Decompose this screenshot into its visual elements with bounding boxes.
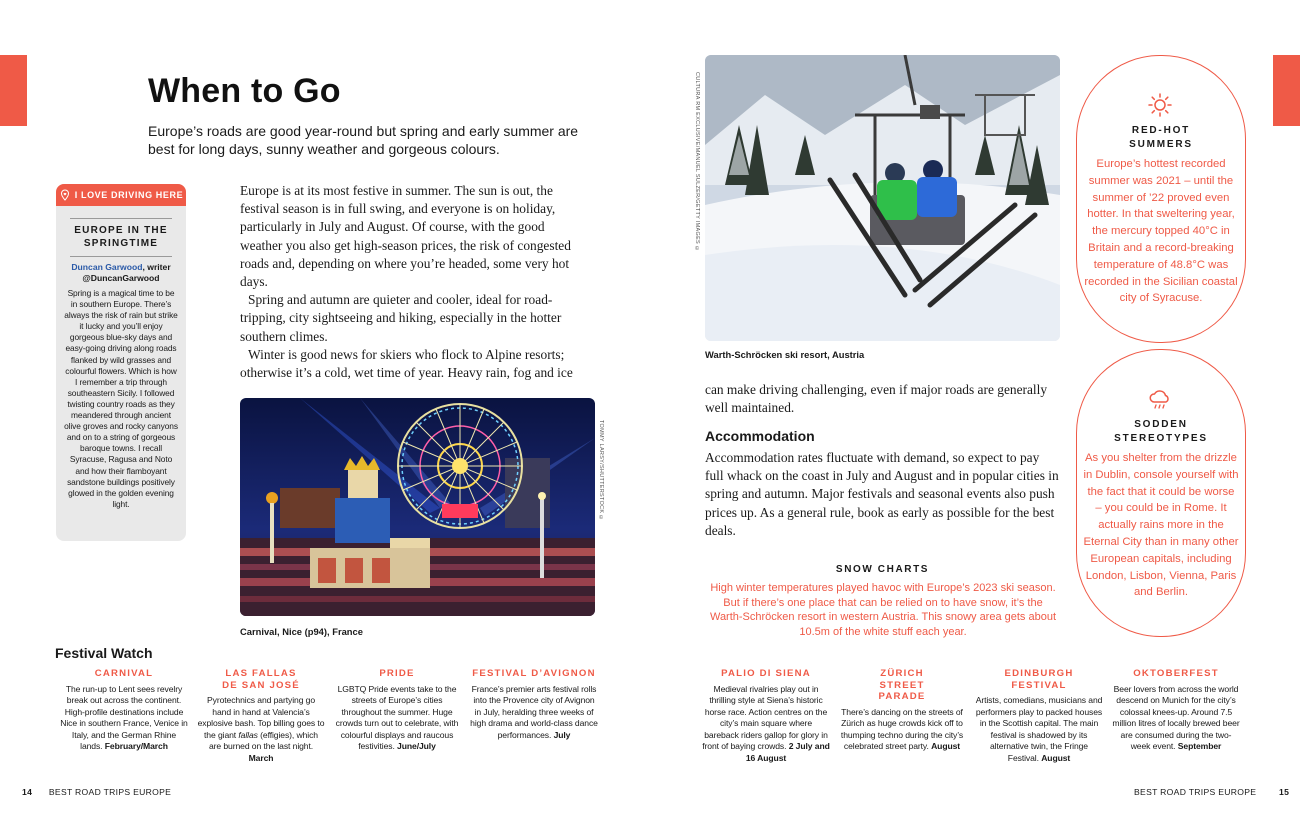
festival-zurich-street-parade — [838, 668, 966, 753]
ski-photo — [705, 55, 1060, 341]
festival-description: France’s premier arts festival rolls into the Provence city of Avignon in July, heralding three weeks of high drama and world-class dance performances. July — [470, 683, 598, 740]
festival-description: LGBTQ Pride events take to the streets of Europe’s cities throughout the summer. Huge crowds turn out to celebrate, with colourful displays and raucous festivities. June/July — [335, 683, 459, 752]
body-continued: can make driving challenging, even if major roads are generally well maintained. — [705, 382, 1048, 416]
book-title: BEST ROAD TRIPS EUROPE — [48, 787, 172, 797]
ski-photo-credit: CULTURA RM EXCLUSIVE/MANUEL SULZER/GETTY IMAGES © — [694, 72, 700, 253]
body-paragraph: Winter is good news for skiers who flock to Alpine resorts; otherwise it’s a cold, wet time of year. Heavy rain, fog and ice — [240, 346, 573, 381]
body-paragraph: Spring and autumn are quieter and cooler, ideal for road-tripping, city sightseeing and hiking, especially in the hotter southern climes. — [240, 292, 562, 344]
red-hot-summers-box — [1076, 55, 1246, 343]
festival-name: FESTIVAL D’AVIGNON — [472, 668, 596, 679]
accommodation-body: Accommodation rates fluctuate with demand, so expect to pay full whack on the coast in July and August and in popular cities in spring and autumn. Major festivals and seasonal events also push prices up. As a general rule, book as early as possible for the best deals. — [705, 450, 1059, 538]
festival-oktoberfest — [1112, 668, 1240, 753]
sidebar-body: Spring is a magical time to be in southern Europe. There’s always the risk of rain but strike it lucky and you’ll enjoy gorgeous blue-sky days and easy-going driving along roads flanked by wild grasses and colourful flowers. Which is how I remember a trip through southeastern Sicily. I followed twisting country roads as they meandered through ancient olive groves and rocky canyons and on to a string of gorgeous baroque towns. I recall Syracuse, Ragusa and Noto and how their flamboyant sandstone buildings positively glowed in the golden evening light. — [64, 288, 178, 509]
sidebar-rule-bottom — [70, 256, 172, 257]
carnival-photo-caption: Carnival, Nice (p94), France — [240, 626, 363, 637]
sidebar-heading: EUROPE IN THE SPRINGTIME — [74, 225, 168, 249]
festival-name: PRIDE — [379, 668, 415, 679]
sodden-stereotypes-box — [1076, 349, 1246, 637]
sodden-stereotypes-body: As you shelter from the drizzle in Dublin, console yourself with the fact that it could be worse – you could be in Rome. It actually rains more in the Eternal City than in many other European capitals, including London, Lisbon, Vienna, Paris and Berlin. — [1083, 452, 1239, 599]
author-name-link[interactable]: Duncan Garwood — [71, 262, 143, 272]
sidebar-tag — [56, 184, 186, 206]
red-hot-summers-heading: RED-HOT SUMMERS — [1129, 125, 1193, 150]
body-paragraph: Europe is at its most festive in summer. The sun is out, the festival season is in full swing, and everyone is on holiday, particularly in July and August. Of course, with the good weather you also get high-season prices, the risk of congested roads and, depending on where you’re headed, some very hot days. — [240, 183, 571, 290]
festival-pride — [333, 668, 461, 753]
heart-location-icon — [59, 189, 71, 201]
festival-description: Pyrotechnics and partying go hand in hand at Valencia’s explosive bash. Top billing goes to the giant fallas (effigies), which are burned on the last night. March — [197, 695, 325, 763]
festival-description: Artists, comedians, musicians and performers play to packed houses in the Scottish capital. The main festival is shadowed by its alternative twin, the Fringe Festival. August — [975, 695, 1103, 763]
festival-description: Medieval rivalries play out in thrilling style at Siena’s historic horse race. Action centres on the city’s main square where bareback riders gallop for glory in front of baying crowds. 2 July and 16 August — [702, 683, 830, 764]
festival-name: OKTOBERFEST — [1133, 668, 1219, 679]
left-folio — [22, 787, 171, 797]
ski-photo-caption: Warth-Schröcken ski resort, Austria — [705, 349, 865, 360]
red-hot-summers-body: Europe’s hottest recorded summer was 2021 – until the summer of ’22 proved even hotter. In that sweltering year, the mercury topped 40°C in Britain and a record-breaking temperature of 48.8°C was recorded in the Sicilian coastal city of Syracuse. — [1084, 158, 1238, 305]
sidebar-tag-label: I LOVE DRIVING HERE — [74, 190, 184, 200]
festival-description: Beer lovers from across the world descend on Munich for the city’s colossal knees-up. Around 7.5 million litres of locally brewed beer are consumed during the two-week event. September — [1112, 683, 1240, 752]
carnival-photo — [240, 398, 595, 616]
ski-photo-illustration — [705, 55, 1060, 341]
sun-icon — [1147, 92, 1173, 118]
festival-description: The run-up to Lent sees revelry break out across the continent. High-profile destinations include Nice in southern France, Venice in Italy, and the German Rhine lands. February/March — [60, 683, 188, 752]
festival-name: EDINBURGH FESTIVAL — [1004, 668, 1074, 691]
festival-name: ZÜRICH STREET PARADE — [878, 668, 926, 702]
author-handle: @DuncanGarwood — [82, 273, 160, 283]
festival-name: LAS FALLAS DE SAN JOSÉ — [222, 668, 300, 691]
carnival-photo-illustration — [240, 398, 595, 616]
festival-avignon — [470, 668, 598, 741]
festival-description: There’s dancing on the streets of Zürich as huge crowds kick off to thumping techno during the city’s celebrated street party. August — [840, 706, 964, 752]
body-column-left — [240, 182, 590, 382]
carnival-photo-credit: TOMMY LARSY/SHUTTERSTOCK © — [598, 420, 604, 522]
sidebar-rule-top — [70, 218, 172, 219]
snow-charts-heading: SNOW CHARTS — [835, 564, 930, 575]
festival-edinburgh — [975, 668, 1103, 765]
right-page-tab — [1273, 55, 1300, 126]
sodden-stereotypes-heading: SODDEN STEREOTYPES — [1114, 419, 1208, 444]
festival-watch-title: Festival Watch — [55, 645, 153, 661]
festival-carnival — [60, 668, 188, 753]
festival-palio-di-siena — [702, 668, 830, 765]
sidebar-box — [56, 184, 186, 541]
page-number: 15 — [1279, 787, 1290, 797]
page-title: When to Go — [148, 72, 341, 110]
page-number: 14 — [22, 787, 33, 797]
left-page-tab — [0, 55, 27, 126]
rain-cloud-icon — [1147, 386, 1173, 412]
festival-name: CARNIVAL — [94, 668, 154, 679]
book-title: BEST ROAD TRIPS EUROPE — [1134, 787, 1257, 797]
intro-text: Europe’s roads are good year-round but spring and early summer are best for long days, sunny weather and gorgeous colours. — [148, 123, 579, 157]
accommodation-heading: Accommodation — [705, 428, 815, 444]
snow-charts-body: High winter temperatures played havoc with Europe’s 2023 ski season. But if there’s one place that can be relied on to have snow, it’s the Warth-Schröcken resort in western Austria. This snowy area gets about 10.5m of the white stuff each year. — [709, 582, 1057, 638]
right-folio — [1134, 787, 1289, 797]
festival-las-fallas — [197, 668, 325, 765]
festival-name: PALIO DI SIENA — [721, 668, 811, 679]
sidebar-author: Duncan Garwood, writer @DuncanGarwood — [71, 262, 171, 283]
